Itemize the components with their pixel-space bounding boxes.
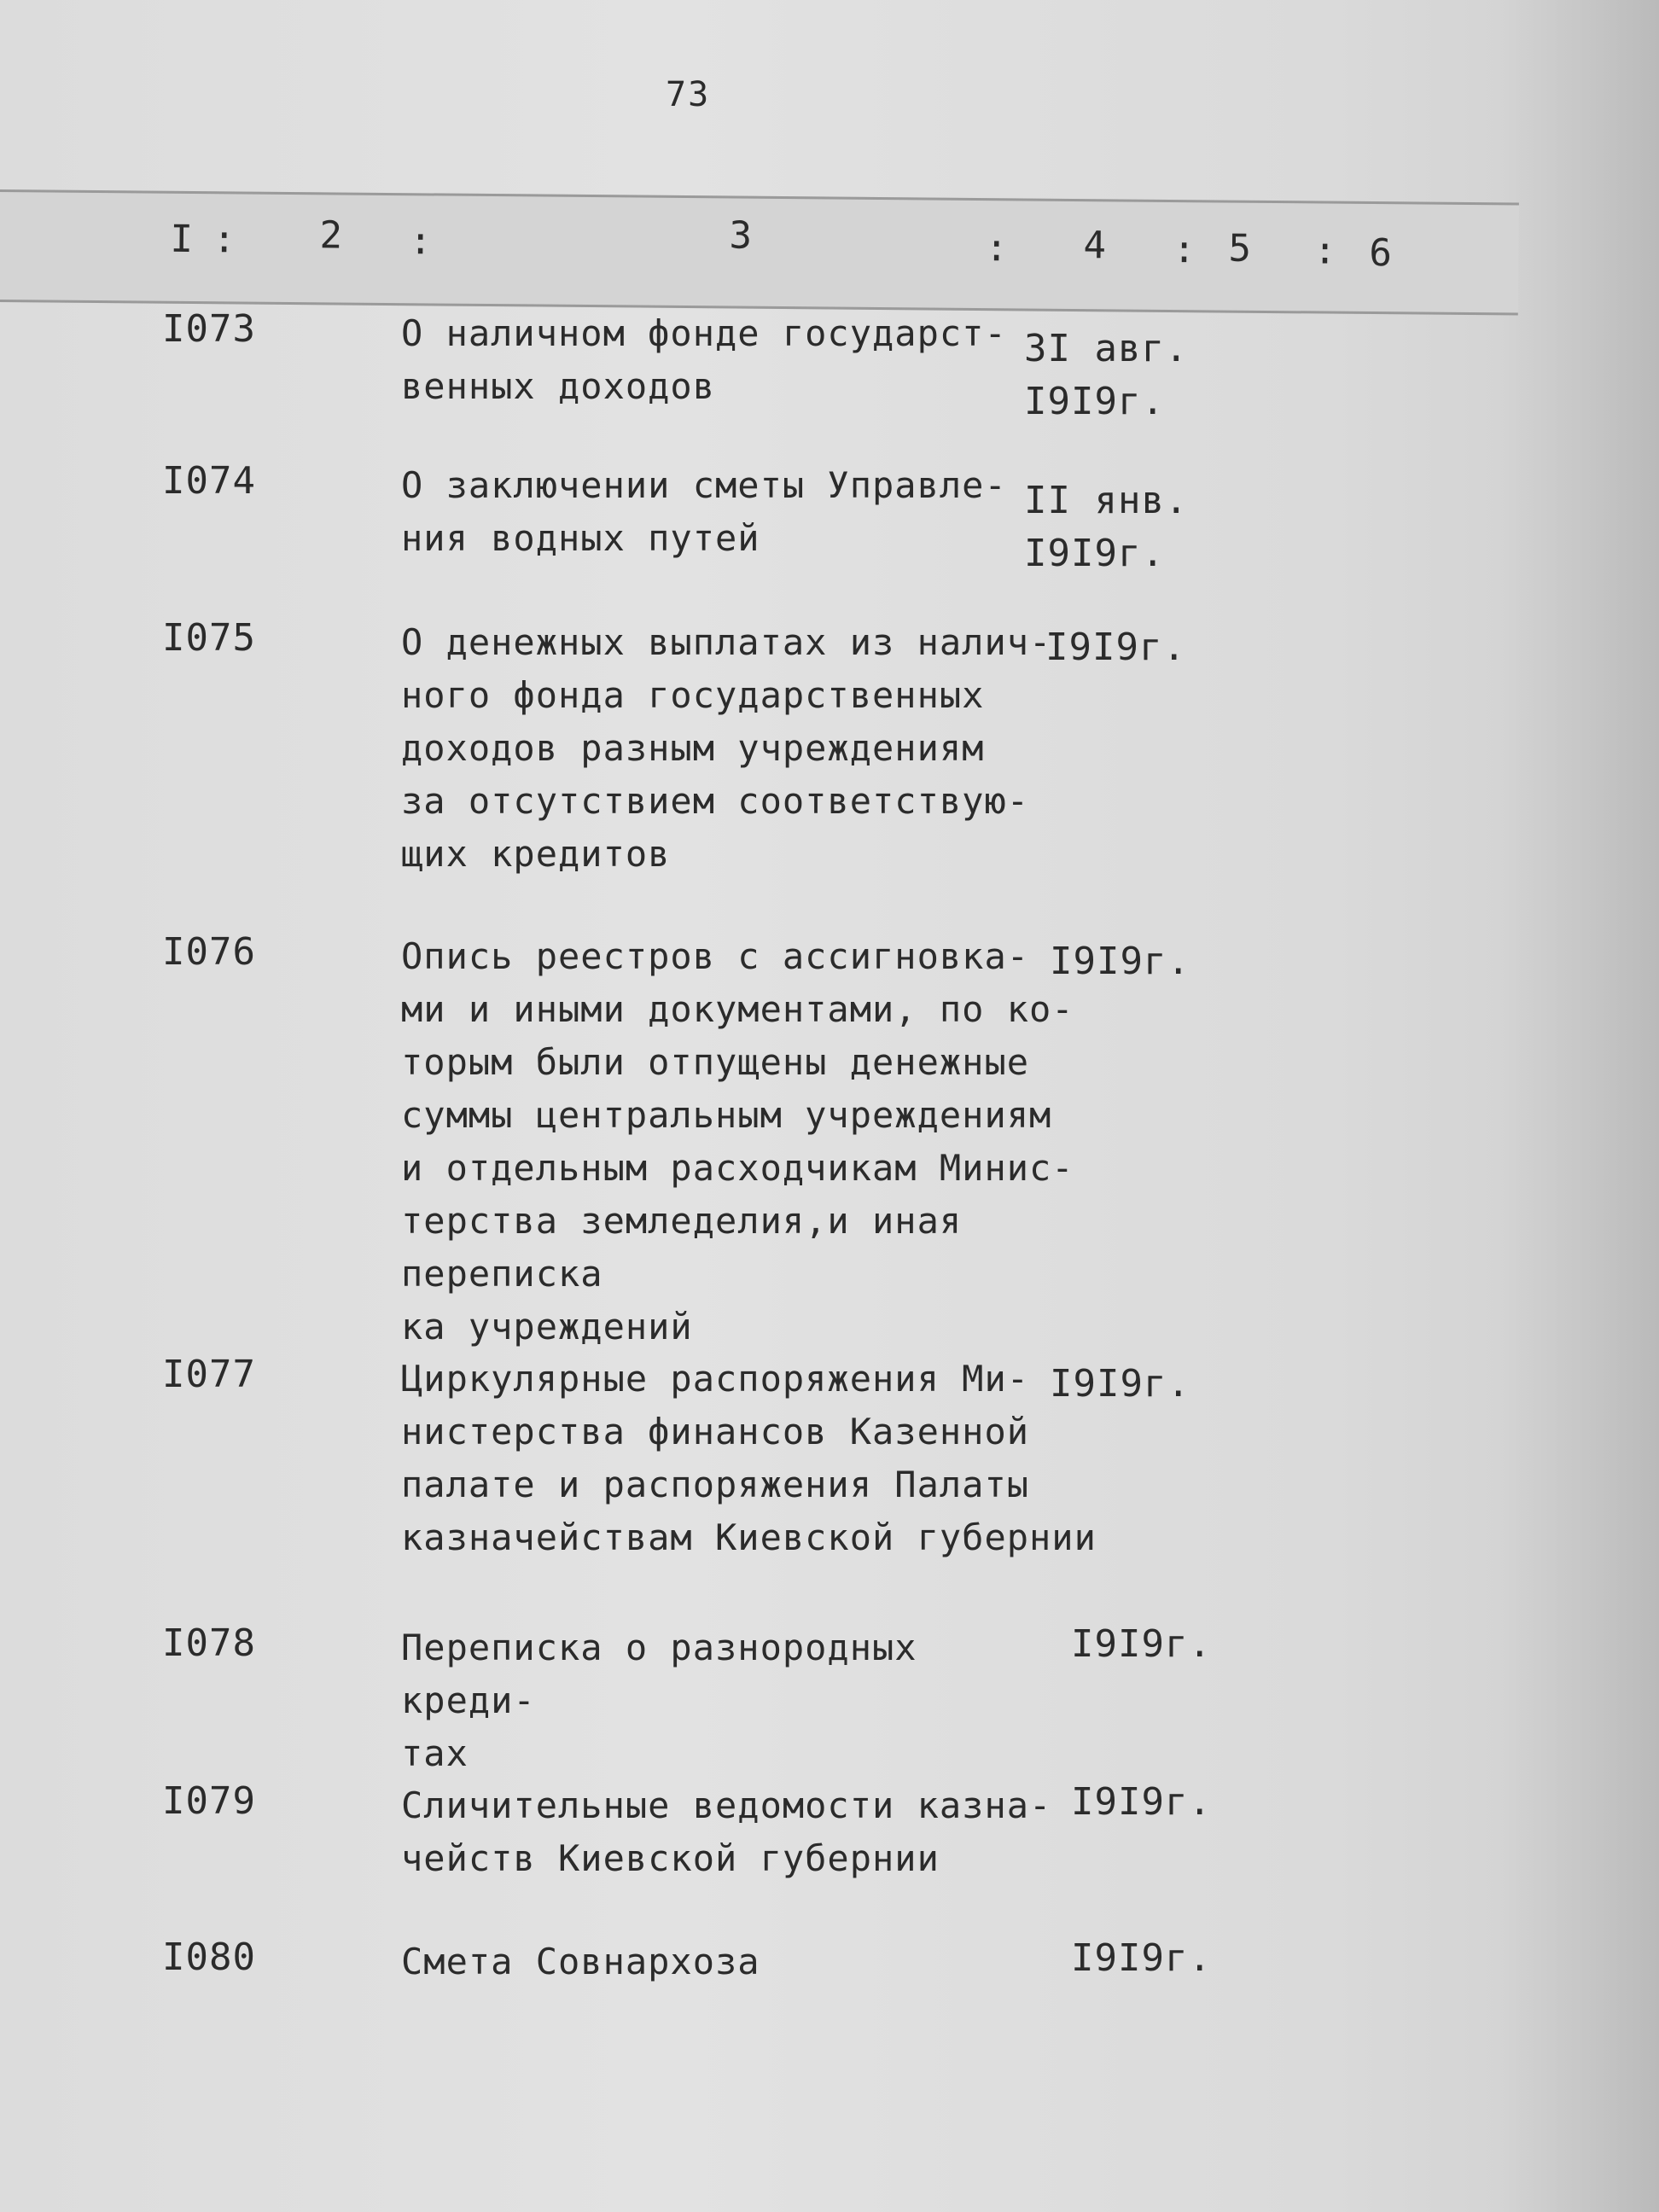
column-separator: : — [1313, 229, 1337, 273]
column-3-header: 3 — [729, 213, 753, 258]
column-2-header: 2 — [319, 213, 343, 258]
table-header — [0, 189, 1519, 316]
entry-description: О денежных выплатах из налич- ного фонда государственных доходов разным учреждениям за отсутствием соответствую- щих кредитов — [401, 621, 1052, 875]
column-6-header: 6 — [1369, 231, 1393, 276]
entry-description: Опись реестров с ассигновка- ми и иными документами, по ко- торым были отпущены денежные суммы центральным учреждениям и отдельным расходчикам Минис- терства земледелия,и иная переписка ка учреждений — [401, 935, 1074, 1348]
page-number: 73 — [666, 75, 711, 114]
entry-number: I077 — [162, 1353, 256, 1396]
column-5-header: 5 — [1228, 226, 1252, 271]
entry-number: I076 — [162, 930, 256, 974]
page-edge-shadow — [1497, 0, 1659, 2212]
entry-description: Переписка о разнородных креди- тах — [401, 1627, 917, 1774]
column-separator: : — [1173, 227, 1196, 272]
entry-number: I075 — [162, 616, 256, 660]
column-separator: : — [985, 226, 1009, 271]
entry-date: I9I9г. — [1071, 1622, 1212, 1666]
entry-date: I9I9г. — [1050, 940, 1190, 983]
entry-description: Циркулярные распоряжения Ми- нистерства финансов Казенной палате и распоряжения Палаты казначействам Киевской губернии — [401, 1358, 1097, 1558]
entry-number: I073 — [162, 307, 256, 351]
entry-number: I074 — [162, 459, 256, 503]
entry-description: Смета Совнархоза — [401, 1941, 760, 1982]
column-1-header: I — [170, 217, 194, 261]
entry-date: II янв. I9I9г. — [1024, 479, 1189, 575]
entry-date: I9I9г. — [1071, 1936, 1212, 1980]
entry-date: I9I9г. — [1071, 1780, 1212, 1824]
entry-date: I9I9г. — [1045, 626, 1186, 669]
column-4-header: 4 — [1083, 224, 1107, 268]
entry-description: Сличительные ведомости казна- чейств Киевской губернии — [401, 1784, 1052, 1879]
entry-date: I9I9г. — [1050, 1362, 1190, 1406]
entry-number: I078 — [162, 1621, 256, 1665]
entry-number: I080 — [162, 1936, 256, 1979]
entry-description: О наличном фонде государст- венных доходов — [401, 312, 1007, 407]
entry-description: О заключении сметы Управле- ния водных путей — [401, 464, 1007, 559]
entry-number: I079 — [162, 1779, 256, 1823]
column-separator: : — [212, 218, 236, 262]
column-separator: : — [409, 219, 433, 264]
entry-date: 3I авг. I9I9г. — [1024, 327, 1189, 423]
